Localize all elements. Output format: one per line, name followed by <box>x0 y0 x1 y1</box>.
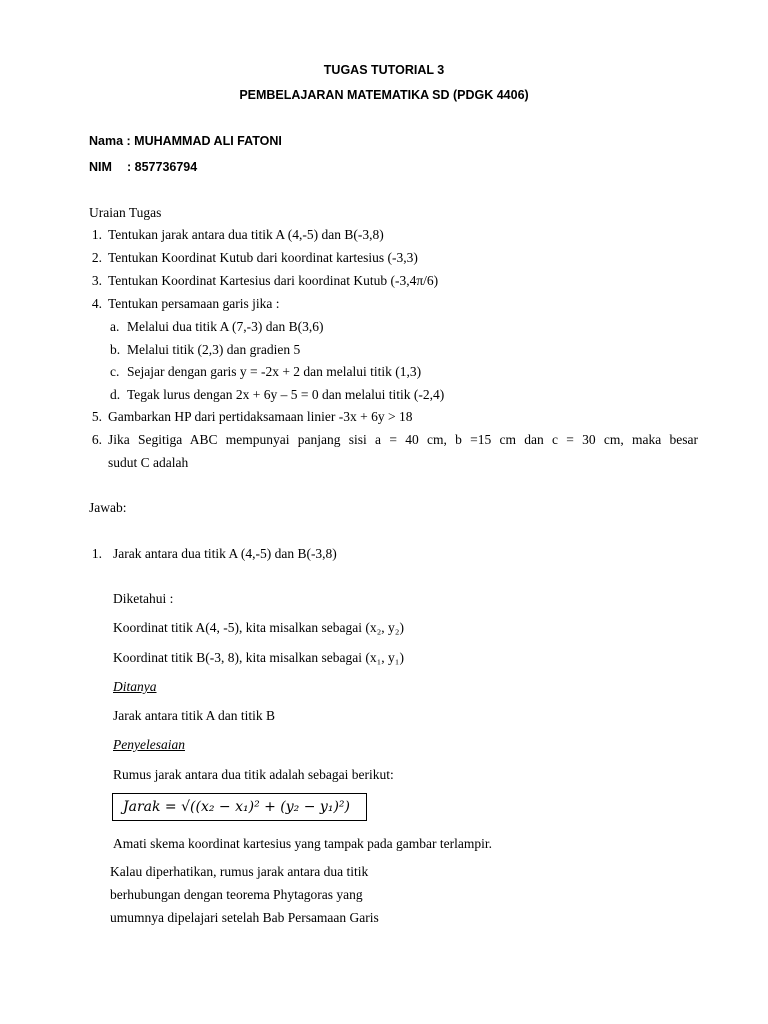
note-line: berhubungan dengan teorema Phytagoras yang <box>110 887 363 902</box>
known-point-a: Koordinat titik A(4, -5), kita misalkan sebagai (x₂, y₂) <box>113 620 404 635</box>
nim-label: NIM <box>89 160 112 174</box>
answer-number: 1. <box>91 546 102 561</box>
task-number: 3. <box>91 273 102 288</box>
task-number: 1. <box>91 227 102 242</box>
task-item: Tentukan Koordinat Kutub dari koordinat kartesius (-3,3) <box>108 250 418 265</box>
task-item: Tentukan jarak antara dua titik A (4,-5) dan B(-3,8) <box>108 227 384 242</box>
task-item: Gambarkan HP dari pertidaksamaan linier -3x + 6y > 18 <box>108 409 413 424</box>
subitem-letter: b. <box>110 342 121 357</box>
subitem-text: Tegak lurus dengan 2x + 6y – 5 = 0 dan melalui titik (-2,4) <box>127 387 445 402</box>
subitem-letter: a. <box>110 319 120 334</box>
known-label: Diketahui : <box>113 591 174 606</box>
task-item: Tentukan persamaan garis jika : <box>108 296 280 311</box>
subitem-text: Sejajar dengan garis y = -2x + 2 dan melalui titik (1,3) <box>127 364 422 379</box>
answer-heading: Jawab: <box>89 500 127 515</box>
student-name: Nama : MUHAMMAD ALI FATONI <box>89 134 282 148</box>
formula-text: Jarak = √((x₂ − x₁)² + (y₂ − y₁)²) <box>123 799 350 815</box>
nim-value: : 857736794 <box>127 160 198 174</box>
task-number: 5. <box>91 409 102 424</box>
task-item-continuation: sudut C adalah <box>108 455 189 470</box>
asked-label: Ditanya <box>113 679 157 694</box>
solution-label: Penyelesaian <box>113 737 185 752</box>
note-line: Kalau diperhatikan, rumus jarak antara dua titik <box>110 864 369 879</box>
subitem-text: Melalui titik (2,3) dan gradien 5 <box>127 342 301 357</box>
task-number: 2. <box>91 250 102 265</box>
document-title: TUGAS TUTORIAL 3 <box>323 63 445 77</box>
asked-text: Jarak antara titik A dan titik B <box>113 708 275 723</box>
subitem-letter: d. <box>110 387 121 402</box>
task-number: 6. <box>91 432 102 447</box>
task-item: Tentukan Koordinat Kartesius dari koordinat Kutub (-3,4π/6) <box>108 273 439 288</box>
formula-intro: Rumus jarak antara dua titik adalah sebagai berikut: <box>113 767 394 782</box>
note-line: Amati skema koordinat kartesius yang tampak pada gambar terlampir. <box>113 836 493 851</box>
tasks-heading: Uraian Tugas <box>89 205 162 220</box>
subitem-text: Melalui dua titik A (7,-3) dan B(3,6) <box>127 319 324 334</box>
subitem-letter: c. <box>110 364 120 379</box>
note-line: umumnya dipelajari setelah Bab Persamaan Garis <box>110 910 379 925</box>
known-point-b: Koordinat titik B(-3, 8), kita misalkan sebagai (x₁, y₁) <box>113 650 404 665</box>
answer-item-title: Jarak antara dua titik A (4,-5) dan B(-3,8) <box>113 546 337 561</box>
distance-formula <box>112 793 367 821</box>
task-number: 4. <box>91 296 102 311</box>
task-item: Jika Segitiga ABC mempunyai panjang sisi a = 40 cm, b =15 cm dan c = 30 cm, maka besar <box>108 432 698 447</box>
document-subtitle: PEMBELAJARAN MATEMATIKA SD (PDGK 4406) <box>239 88 529 102</box>
